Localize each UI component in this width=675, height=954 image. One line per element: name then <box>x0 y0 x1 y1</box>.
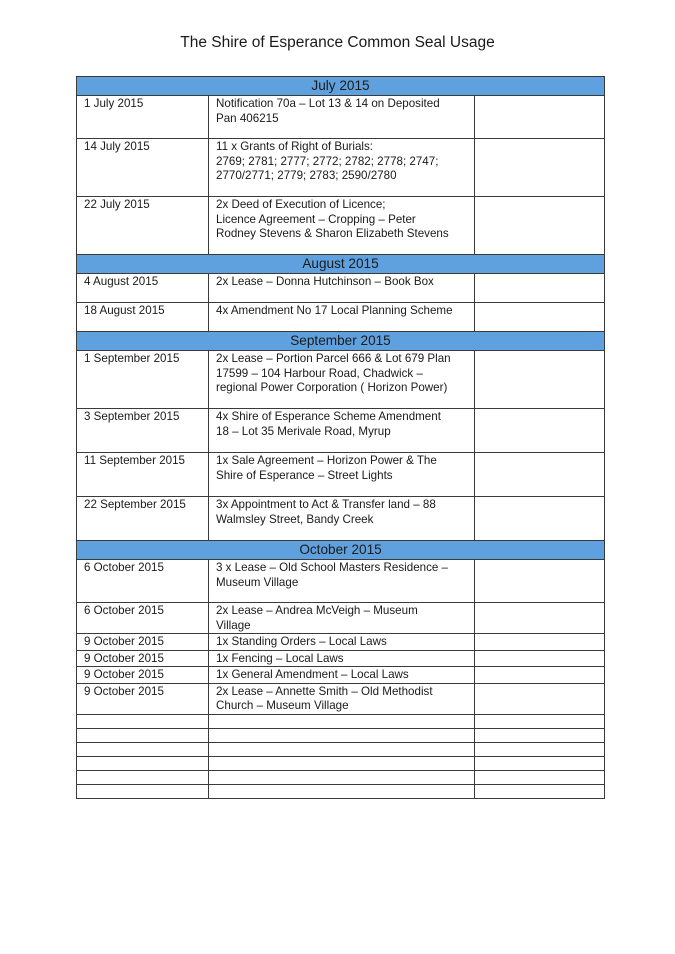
date-cell: 18 August 2015 <box>77 303 209 332</box>
description-cell: Notification 70a – Lot 13 & 14 on Deposited Pan 406215 <box>209 96 475 139</box>
date-cell: 6 October 2015 <box>77 560 209 603</box>
description-cell: 3 x Lease – Old School Masters Residence – Museum Village <box>209 560 475 603</box>
blank-row <box>77 714 605 728</box>
empty-cell <box>209 756 475 770</box>
date-cell: 11 September 2015 <box>77 453 209 497</box>
date-cell: 9 October 2015 <box>77 683 209 714</box>
table-row <box>77 650 605 667</box>
empty-cell <box>475 497 605 541</box>
date-cell: 9 October 2015 <box>77 650 209 667</box>
document-title: The Shire of Esperance Common Seal Usage <box>180 34 495 51</box>
description-cell: 3x Appointment to Act & Transfer land – 88 Walmsley Street, Bandy Creek <box>209 497 475 541</box>
table-row <box>77 96 605 139</box>
description-cell: 2x Lease – Portion Parcel 666 & Lot 679 Plan 17599 – 104 Harbour Road, Chadwick – regional Power Corporation ( Horizon Power) <box>209 351 475 409</box>
month-header-row <box>77 255 605 274</box>
date-cell: 9 October 2015 <box>77 634 209 651</box>
empty-cell <box>77 756 209 770</box>
table-row <box>77 560 605 603</box>
empty-cell <box>475 409 605 453</box>
empty-cell <box>475 303 605 332</box>
table-row <box>77 634 605 651</box>
empty-cell <box>475 139 605 197</box>
description-cell: 2x Deed of Execution of Licence; Licence Agreement – Cropping – Peter Rodney Stevens & Sharon Elizabeth Stevens <box>209 197 475 255</box>
table-row <box>77 303 605 332</box>
date-cell: 4 August 2015 <box>77 274 209 303</box>
empty-cell <box>475 714 605 728</box>
empty-cell <box>475 603 605 634</box>
date-cell: 1 September 2015 <box>77 351 209 409</box>
table-row <box>77 139 605 197</box>
blank-row <box>77 770 605 784</box>
date-cell: 14 July 2015 <box>77 139 209 197</box>
blank-row <box>77 784 605 798</box>
month-header: September 2015 <box>77 332 605 351</box>
table-row <box>77 667 605 684</box>
table-row <box>77 409 605 453</box>
empty-cell <box>475 453 605 497</box>
empty-cell <box>475 560 605 603</box>
month-header: October 2015 <box>77 541 605 560</box>
table-row <box>77 197 605 255</box>
description-cell: 1x Fencing – Local Laws <box>209 650 475 667</box>
date-cell: 22 July 2015 <box>77 197 209 255</box>
description-cell: 2x Lease – Andrea McVeigh – Museum Village <box>209 603 475 634</box>
date-cell: 1 July 2015 <box>77 96 209 139</box>
description-cell: 4x Shire of Esperance Scheme Amendment 18 – Lot 35 Merivale Road, Myrup <box>209 409 475 453</box>
empty-cell <box>209 784 475 798</box>
empty-cell <box>77 728 209 742</box>
date-cell: 6 October 2015 <box>77 603 209 634</box>
empty-cell <box>475 634 605 651</box>
table-row <box>77 603 605 634</box>
table-row <box>77 274 605 303</box>
table-row <box>77 453 605 497</box>
blank-row <box>77 742 605 756</box>
blank-row <box>77 728 605 742</box>
empty-cell <box>77 784 209 798</box>
description-cell: 1x General Amendment – Local Laws <box>209 667 475 684</box>
empty-cell <box>475 683 605 714</box>
empty-cell <box>209 742 475 756</box>
table-row <box>77 683 605 714</box>
date-cell: 9 October 2015 <box>77 667 209 684</box>
empty-cell <box>475 756 605 770</box>
empty-cell <box>475 96 605 139</box>
empty-cell <box>475 351 605 409</box>
empty-cell <box>475 728 605 742</box>
month-header-row <box>77 541 605 560</box>
description-cell: 2x Lease – Annette Smith – Old Methodist Church – Museum Village <box>209 683 475 714</box>
seal-usage-table <box>76 76 605 799</box>
empty-cell <box>77 714 209 728</box>
empty-cell <box>475 650 605 667</box>
empty-cell <box>475 274 605 303</box>
description-cell: 4x Amendment No 17 Local Planning Scheme <box>209 303 475 332</box>
description-cell: 1x Sale Agreement – Horizon Power & The Shire of Esperance – Street Lights <box>209 453 475 497</box>
blank-row <box>77 756 605 770</box>
empty-cell <box>475 784 605 798</box>
date-cell: 3 September 2015 <box>77 409 209 453</box>
month-header: August 2015 <box>77 255 605 274</box>
empty-cell <box>475 770 605 784</box>
empty-cell <box>77 770 209 784</box>
month-header-row <box>77 332 605 351</box>
month-header: July 2015 <box>77 77 605 96</box>
table-row <box>77 497 605 541</box>
empty-cell <box>209 714 475 728</box>
empty-cell <box>475 742 605 756</box>
description-cell: 2x Lease – Donna Hutchinson – Book Box <box>209 274 475 303</box>
empty-cell <box>475 197 605 255</box>
month-header-row <box>77 77 605 96</box>
empty-cell <box>475 667 605 684</box>
description-cell: 1x Standing Orders – Local Laws <box>209 634 475 651</box>
empty-cell <box>77 742 209 756</box>
empty-cell <box>209 770 475 784</box>
empty-cell <box>209 728 475 742</box>
description-cell: 11 x Grants of Right of Burials: 2769; 2781; 2777; 2772; 2782; 2778; 2747; 2770/2771; 2779; 2783; 2590/2780 <box>209 139 475 197</box>
table-row <box>77 351 605 409</box>
date-cell: 22 September 2015 <box>77 497 209 541</box>
